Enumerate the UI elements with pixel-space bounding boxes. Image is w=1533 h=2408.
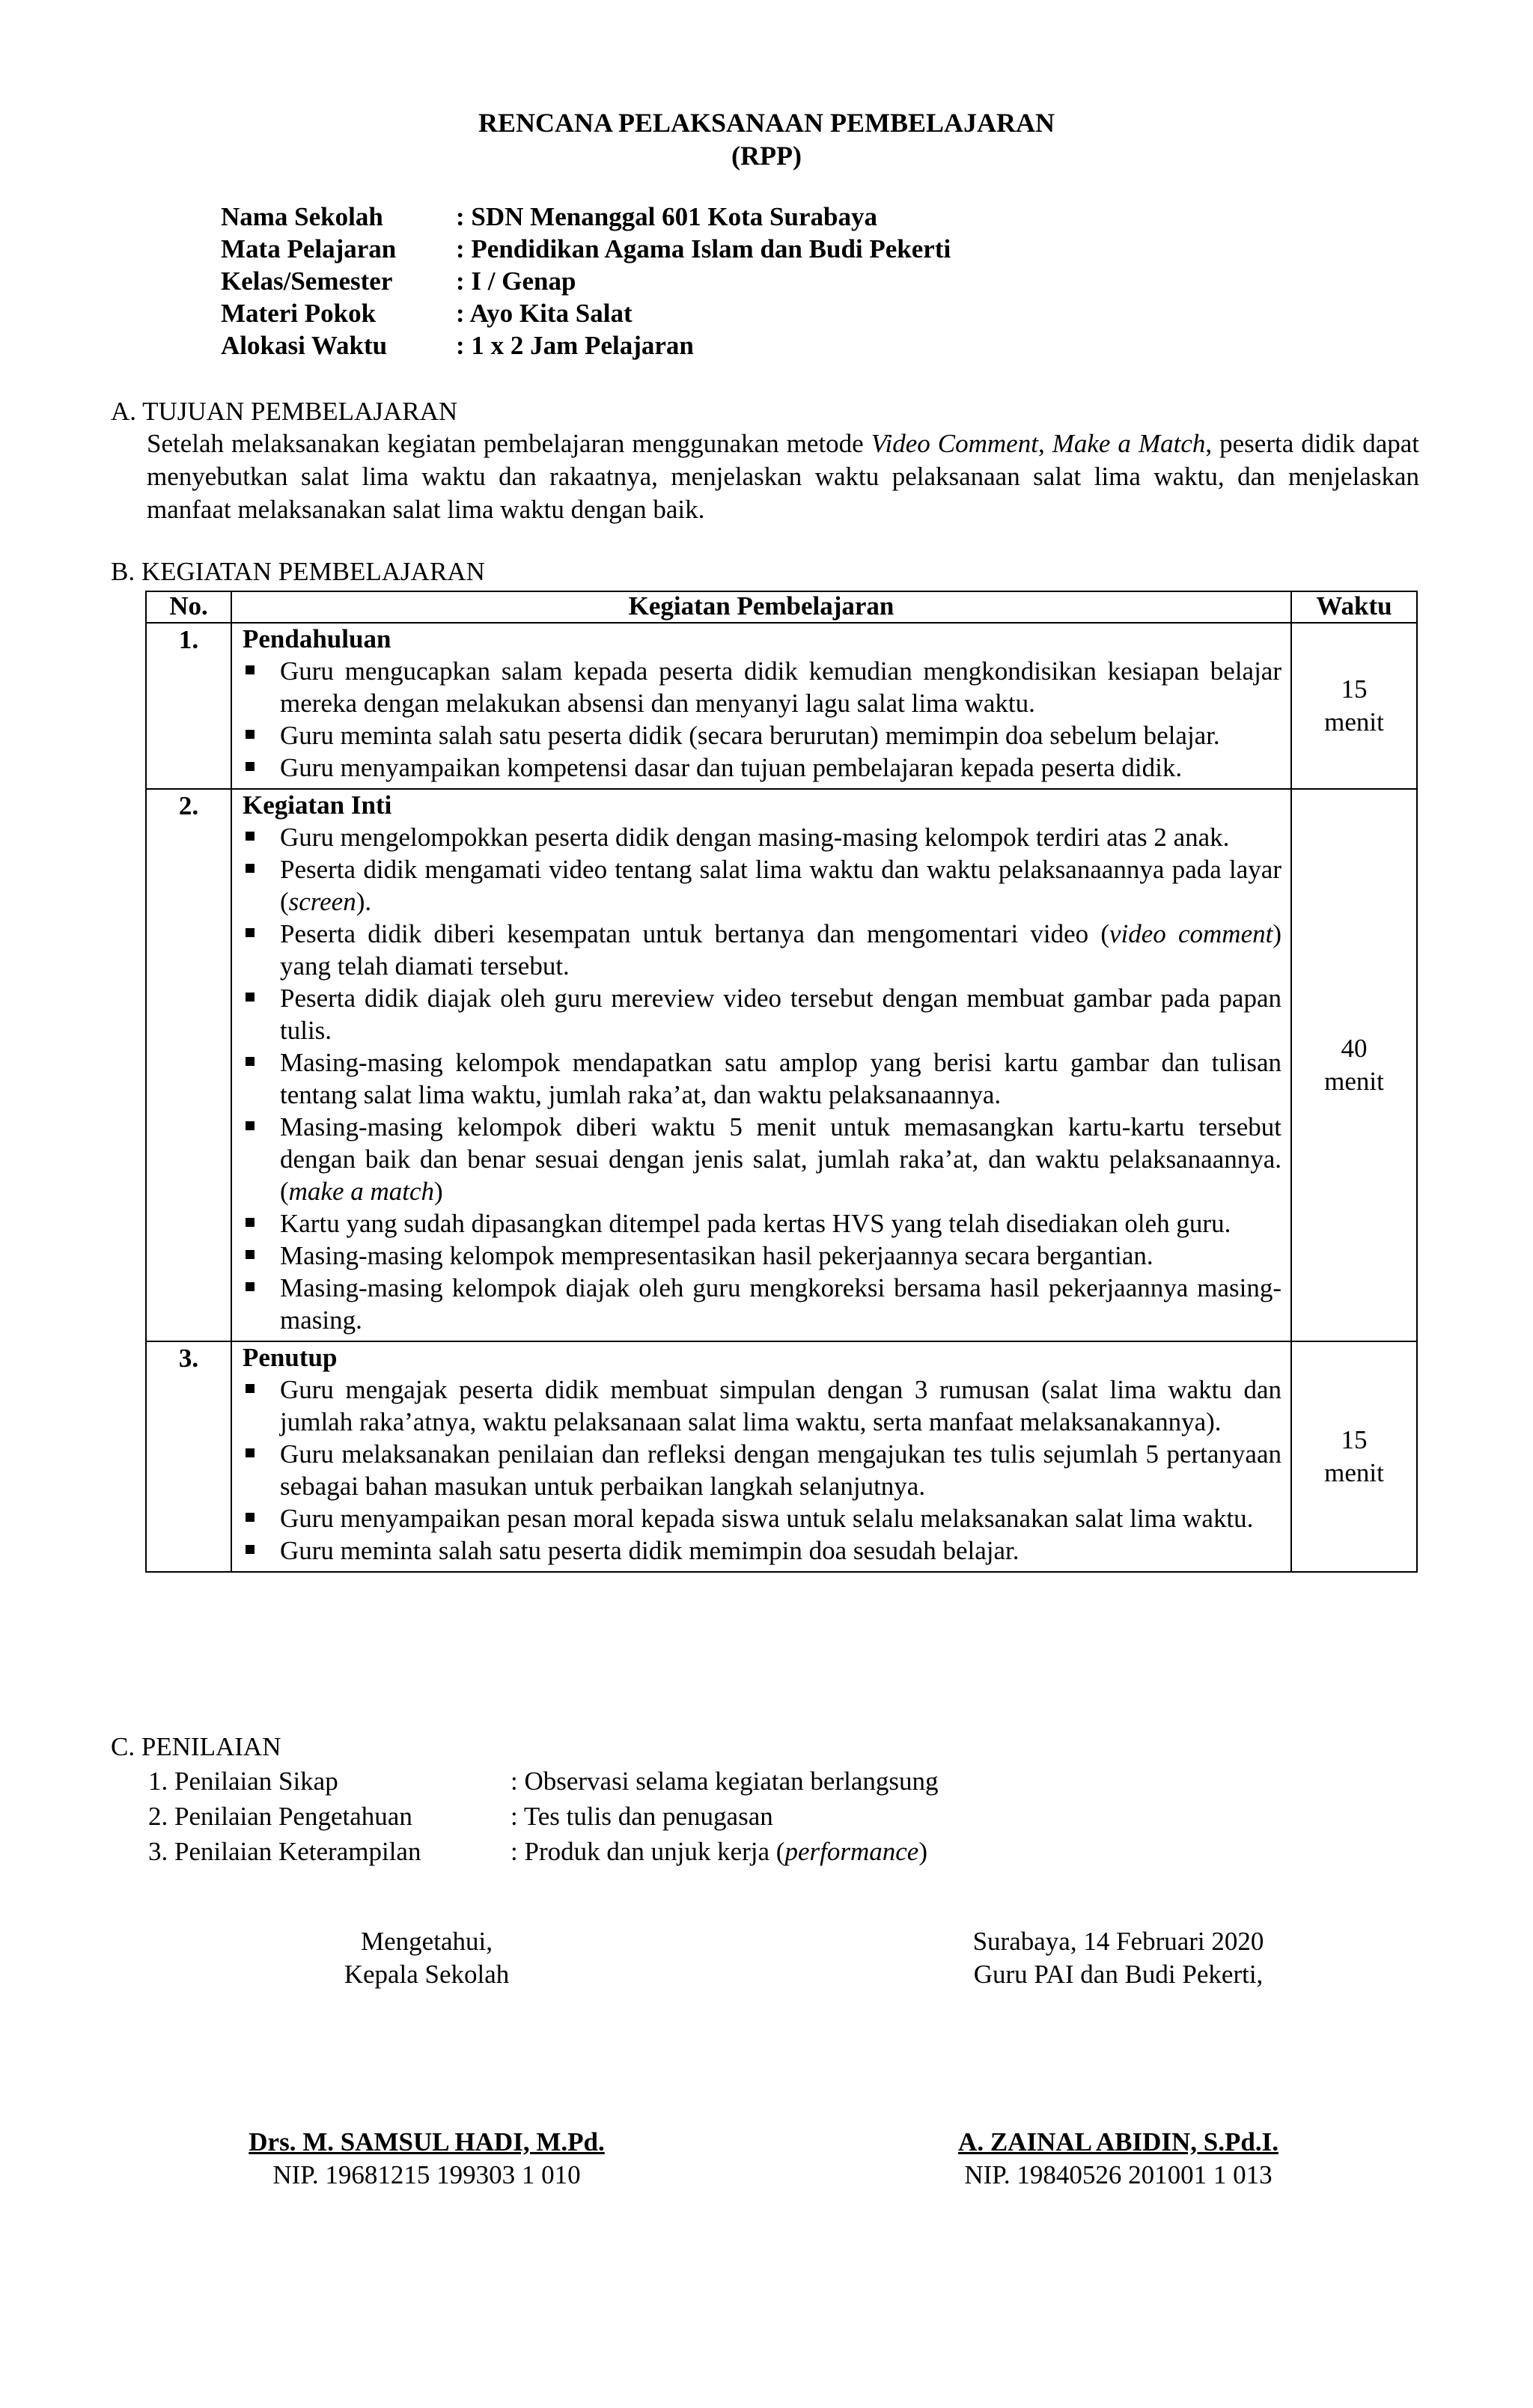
list-item	[243, 1502, 1281, 1534]
signature-left-line2: Kepala Sekolah	[344, 1960, 510, 1989]
bullet-icon	[246, 1384, 255, 1393]
activity-text: Guru melaksanakan penilaian dan refleksi dengan mengajukan tes tulis sejumlah 5 pertanyaan sebagai bahan masukan untuk perbaikan langkah selanjutnya.	[280, 1439, 1281, 1501]
table-row	[146, 1341, 1417, 1572]
bullet-icon	[246, 1250, 255, 1259]
identity-row	[221, 233, 951, 265]
list-item	[243, 655, 1281, 719]
activity-text: Guru meminta salah satu peserta didik memimpin doa sesudah belajar.	[280, 1536, 1020, 1565]
signature-left-name: Drs. M. SAMSUL HADI, M.Pd.	[249, 2127, 605, 2156]
header-no: No.	[146, 591, 231, 623]
activity-text: Guru menyampaikan pesan moral kepada siswa untuk selalu melaksanakan salat lima waktu.	[280, 1504, 1254, 1533]
identity-label: Materi Pokok	[221, 299, 377, 328]
activity-text: Guru mengajak peserta didik membuat simpulan dengan 3 rumusan (salat lima waktu dan jumlah raka’atnya, waktu pelaksanaan salat lima waktu, serta manfaat melaksanakannya).	[280, 1375, 1281, 1436]
signature-left-line1: Mengetahui,	[361, 1927, 493, 1956]
activity-list	[232, 655, 1290, 788]
bullet-icon	[246, 1057, 255, 1066]
section-c-heading: C. PENILAIAN	[111, 1732, 281, 1761]
bullet-icon	[246, 1448, 255, 1457]
bullet-icon	[246, 1121, 255, 1130]
list-item	[243, 719, 1281, 752]
activity-text: Guru mengelompokkan peserta didik dengan masing-masing kelompok terdiri atas 2 anak.	[280, 823, 1230, 852]
activity-text: Peserta didik diberi kesempatan untuk bertanya dan mengomentari video (video comment) yang telah diamati tersebut.	[280, 919, 1281, 981]
list-item	[243, 1374, 1281, 1438]
signature-right-identity	[894, 2126, 1343, 2192]
bullet-icon	[246, 928, 255, 937]
list-item	[243, 853, 1281, 918]
activity-list	[232, 821, 1290, 1341]
tujuan-text-2: ,	[1037, 429, 1052, 458]
identity-value: : Pendidikan Agama Islam dan Budi Pekerti	[456, 234, 951, 263]
identity-value: : SDN Menanggal 601 Kota Surabaya	[456, 202, 877, 231]
list-item	[243, 1111, 1281, 1207]
phase-title: Penutup	[243, 1343, 338, 1372]
identity-row	[221, 201, 951, 233]
activity-text: Masing-masing kelompok mempresentasikan hasil pekerjaannya secara bergantian.	[280, 1241, 1153, 1270]
activity-text: Masing-masing kelompok mendapatkan satu amplop yang berisi kartu gambar dan tulisan tentang salat lima waktu, jumlah raka’at, dan waktu pelaksanaannya.	[280, 1048, 1281, 1109]
duration-unit: menit	[1324, 1067, 1384, 1096]
identity-label: Kelas/Semester	[221, 266, 393, 296]
bullet-icon	[246, 1513, 255, 1522]
penilaian-row	[148, 1834, 938, 1869]
activity-text: Guru menyampaikan kompetensi dasar dan tujuan pembelajaran kepada peserta didik.	[280, 753, 1183, 782]
bullet-icon	[246, 1282, 255, 1291]
activity-text: Peserta didik mengamati video tentang salat lima waktu dan waktu pelaksanaannya pada layar (screen).	[280, 855, 1281, 916]
identity-label: Mata Pelajaran	[221, 234, 397, 263]
phase-number: 2.	[146, 789, 231, 1341]
phase-content	[231, 789, 1291, 1341]
signature-right-line2: Guru PAI dan Budi Pekerti,	[973, 1960, 1264, 1989]
activity-text: Masing-masing kelompok diajak oleh guru mengkoreksi bersama hasil pekerjaannya masing-masing.	[280, 1273, 1281, 1335]
bullet-icon	[246, 993, 255, 1002]
section-a-heading: A. TUJUAN PEMBELAJARAN	[111, 397, 458, 426]
list-item	[243, 918, 1281, 982]
penilaian-value: : Produk dan unjuk kerja (performance)	[511, 1837, 927, 1866]
document-subtitle: (RPP)	[731, 141, 802, 171]
list-item	[243, 752, 1281, 784]
list-item	[243, 821, 1281, 853]
duration-number: 40	[1341, 1034, 1368, 1063]
list-item	[243, 1240, 1281, 1272]
header-waktu: Waktu	[1291, 591, 1417, 623]
phase-number: 3.	[146, 1341, 231, 1572]
list-item	[243, 1207, 1281, 1240]
identity-row	[221, 297, 951, 329]
duration-number: 15	[1341, 1425, 1368, 1454]
list-item	[243, 1534, 1281, 1567]
penilaian-row	[148, 1799, 938, 1834]
bullet-icon	[246, 730, 255, 739]
identity-value: : I / Genap	[456, 266, 576, 296]
penilaian-list	[148, 1764, 938, 1869]
activity-text: Masing-masing kelompok diberi waktu 5 menit untuk memasangkan kartu-kartu tersebut dengan baik dan benar sesuai dengan jenis salat, jumlah raka’at, dan waktu pelaksanaannya. (make a match)	[280, 1112, 1281, 1206]
phase-number: 1.	[146, 623, 231, 789]
phase-title: Kegiatan Inti	[243, 790, 392, 820]
signature-left-nip: NIP. 19681215 199303 1 010	[272, 2160, 581, 2189]
phase-duration	[1291, 789, 1417, 1341]
activity-text: Peserta didik diajak oleh guru mereview video tersebut dengan membuat gambar pada papan tulis.	[280, 984, 1281, 1045]
table-row	[146, 623, 1417, 789]
kegiatan-table	[145, 591, 1418, 1573]
bullet-icon	[246, 665, 255, 674]
phase-duration	[1291, 1341, 1417, 1572]
activity-text: Kartu yang sudah dipasangkan ditempel pada kertas HVS yang telah disediakan oleh guru.	[280, 1209, 1231, 1238]
identity-value: : Ayo Kita Salat	[456, 299, 633, 328]
tujuan-text-1: Setelah melaksanakan kegiatan pembelajaran menggunakan metode	[147, 429, 871, 458]
tujuan-method-1: Video Comment	[871, 429, 1038, 458]
penilaian-value: : Observasi selama kegiatan berlangsung	[511, 1767, 939, 1796]
tujuan-method-2: Make a Match	[1052, 429, 1206, 458]
list-item	[243, 1272, 1281, 1336]
signature-right-name: A. ZAINAL ABIDIN, S.Pd.I.	[958, 2127, 1278, 2156]
duration-unit: menit	[1324, 1458, 1384, 1487]
phase-title: Pendahuluan	[243, 624, 391, 653]
bullet-icon	[246, 762, 255, 771]
activity-text: Guru meminta salah satu peserta didik (secara berurutan) memimpin doa sebelum belajar.	[280, 721, 1220, 750]
penilaian-label: 2. Penilaian Pengetahuan	[148, 1802, 412, 1831]
penilaian-row	[148, 1764, 938, 1799]
bullet-icon	[246, 864, 255, 873]
table-row	[146, 789, 1417, 1341]
list-item	[243, 1046, 1281, 1111]
bullet-icon	[246, 1545, 255, 1554]
penilaian-label: 1. Penilaian Sikap	[148, 1767, 338, 1796]
list-item	[243, 1438, 1281, 1502]
phase-content	[231, 1341, 1291, 1572]
identity-row	[221, 329, 951, 362]
header-kegiatan: Kegiatan Pembelajaran	[231, 591, 1291, 623]
identity-label: Alokasi Waktu	[221, 331, 388, 360]
identity-row	[221, 265, 951, 297]
signature-right	[909, 1925, 1328, 1991]
signature-right-line1: Surabaya, 14 Februari 2020	[972, 1927, 1264, 1956]
duration-unit: menit	[1324, 707, 1384, 737]
section-b-heading: B. KEGIATAN PEMBELAJARAN	[111, 557, 485, 586]
signature-right-nip: NIP. 19840526 201001 1 013	[964, 2160, 1273, 2189]
signature-left	[247, 1925, 606, 1991]
duration-number: 15	[1341, 674, 1368, 704]
table-header-row	[146, 591, 1417, 623]
list-item	[243, 982, 1281, 1046]
document-title: RENCANA PELAKSANAAN PEMBELAJARAN	[478, 108, 1055, 138]
activity-list	[232, 1374, 1290, 1571]
bullet-icon	[246, 832, 255, 841]
bullet-icon	[246, 1218, 255, 1227]
penilaian-label: 3. Penilaian Keterampilan	[148, 1837, 421, 1866]
signature-left-identity	[210, 2126, 644, 2192]
identity-label: Nama Sekolah	[221, 202, 383, 231]
phase-content	[231, 623, 1291, 789]
identity-value: : 1 x 2 Jam Pelajaran	[456, 331, 694, 360]
tujuan-text-3: , peserta didik dapat menyebutkan salat lima waktu dan rakaatnya, menjelaskan waktu pelaksanaan salat lima waktu, dan menjelaskan manfaat melaksanakan salat lima waktu dengan baik.	[147, 429, 1419, 524]
activity-text: Guru mengucapkan salam kepada peserta didik kemudian mengkondisikan kesiapan belajar mereka dengan melakukan absensi dan menyanyi lagu salat lima waktu.	[280, 656, 1281, 718]
tujuan-paragraph	[147, 427, 1419, 526]
phase-duration	[1291, 623, 1417, 789]
penilaian-value: : Tes tulis dan penugasan	[511, 1802, 773, 1831]
identity-block	[221, 201, 951, 362]
